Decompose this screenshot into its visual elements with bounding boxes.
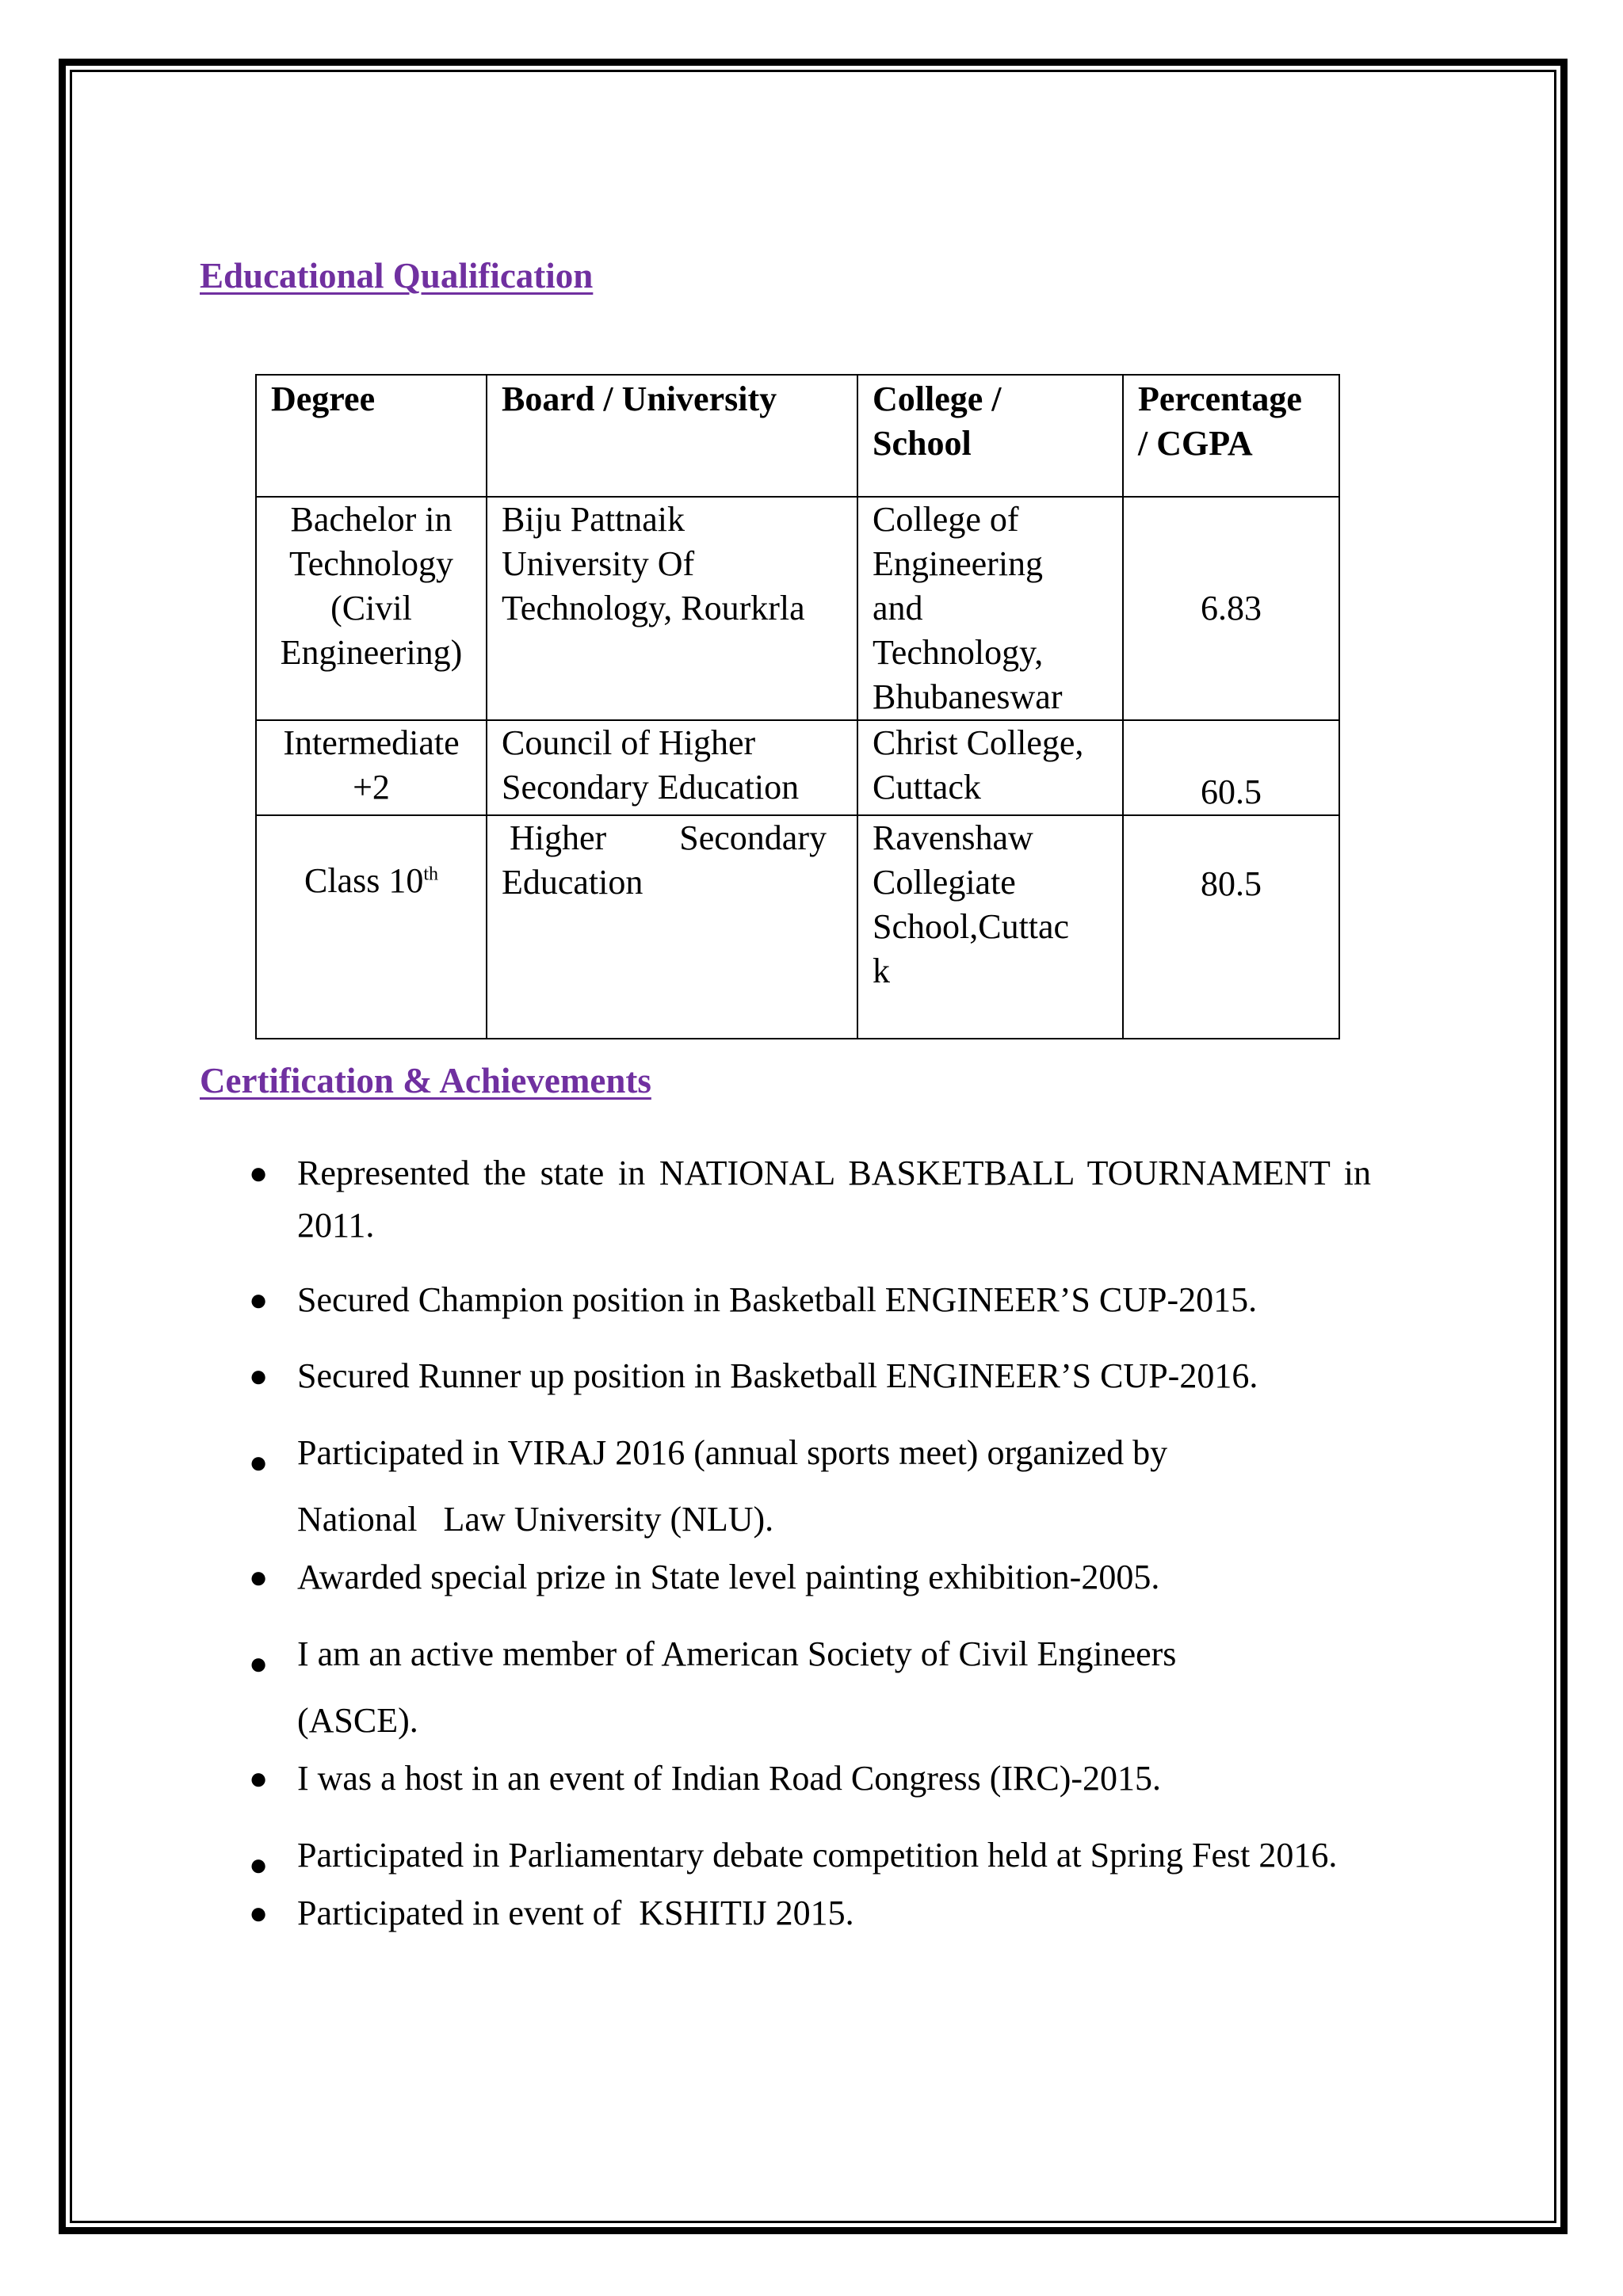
- cell-college: Christ College, Cuttack: [857, 720, 1123, 815]
- header-college: College / School: [857, 375, 1123, 497]
- list-item: ● Participated in VIRAJ 2016 (annual sports meet) organized by National Law University (NLU).: [246, 1420, 1371, 1553]
- list-item: ● Awarded special prize in State level painting exhibition-2005.: [246, 1553, 1371, 1602]
- education-table: [255, 374, 1340, 1039]
- list-item: ● I was a host in an event of Indian Road Congress (IRC)-2015.: [246, 1754, 1371, 1803]
- cell-degree: Intermediate +2: [256, 720, 487, 815]
- table-row: [256, 497, 1339, 720]
- bullet-icon: ●: [249, 1155, 269, 1191]
- list-item: ● Represented the state in NATIONAL BASKETBALL TOURNAMENT in 2011.: [246, 1147, 1371, 1252]
- bullet-icon: ●: [249, 1358, 269, 1394]
- education-heading: Educational Qualification: [200, 256, 594, 296]
- cell-degree: Bachelor in Technology (Civil Engineering): [256, 497, 487, 720]
- table-row: [256, 815, 1339, 1039]
- cell-college: Ravenshaw Collegiate School,Cuttac k: [857, 815, 1123, 1039]
- certification-heading: Certification & Achievements: [200, 1061, 651, 1100]
- cell-score: 80.5: [1123, 815, 1339, 1039]
- cell-board: Biju Pattnaik University Of Technology, Rourkrla: [487, 497, 857, 720]
- list-item: ● Participated in Parliamentary debate competition held at Spring Fest 2016.: [246, 1822, 1371, 1889]
- bullet-icon: ●: [249, 1847, 269, 1882]
- certification-list: [246, 1147, 1371, 1965]
- list-item: ● Participated in event of KSHITIJ 2015.: [246, 1889, 1371, 1938]
- bullet-icon: ●: [249, 1760, 269, 1796]
- bullet-icon: ●: [249, 1282, 269, 1318]
- bullet-icon: ●: [249, 1895, 269, 1931]
- table-row: [256, 720, 1339, 815]
- bullet-icon: ●: [249, 1444, 269, 1480]
- cell-score: 60.5: [1123, 720, 1339, 815]
- header-board: Board / University: [487, 375, 857, 497]
- cell-degree: Class 10th: [256, 815, 487, 1039]
- bullet-icon: ●: [249, 1559, 269, 1595]
- header-degree: Degree: [256, 375, 487, 497]
- cell-board: Higher Secondary Education: [487, 815, 857, 1039]
- list-item: ● Secured Champion position in Basketball ENGINEER’S CUP-2015.: [246, 1276, 1371, 1325]
- table-header-row: [256, 375, 1339, 497]
- cell-college: College of Engineering and Technology, Bhubaneswar: [857, 497, 1123, 720]
- cell-board: Council of Higher Secondary Education: [487, 720, 857, 815]
- list-item: ● Secured Runner up position in Basketball ENGINEER’S CUP-2016.: [246, 1352, 1371, 1401]
- bullet-icon: ●: [249, 1646, 269, 1681]
- cell-score: 6.83: [1123, 497, 1339, 720]
- header-percentage: Percentage / CGPA: [1123, 375, 1339, 497]
- list-item: ● I am an active member of American Society of Civil Engineers (ASCE).: [246, 1621, 1371, 1754]
